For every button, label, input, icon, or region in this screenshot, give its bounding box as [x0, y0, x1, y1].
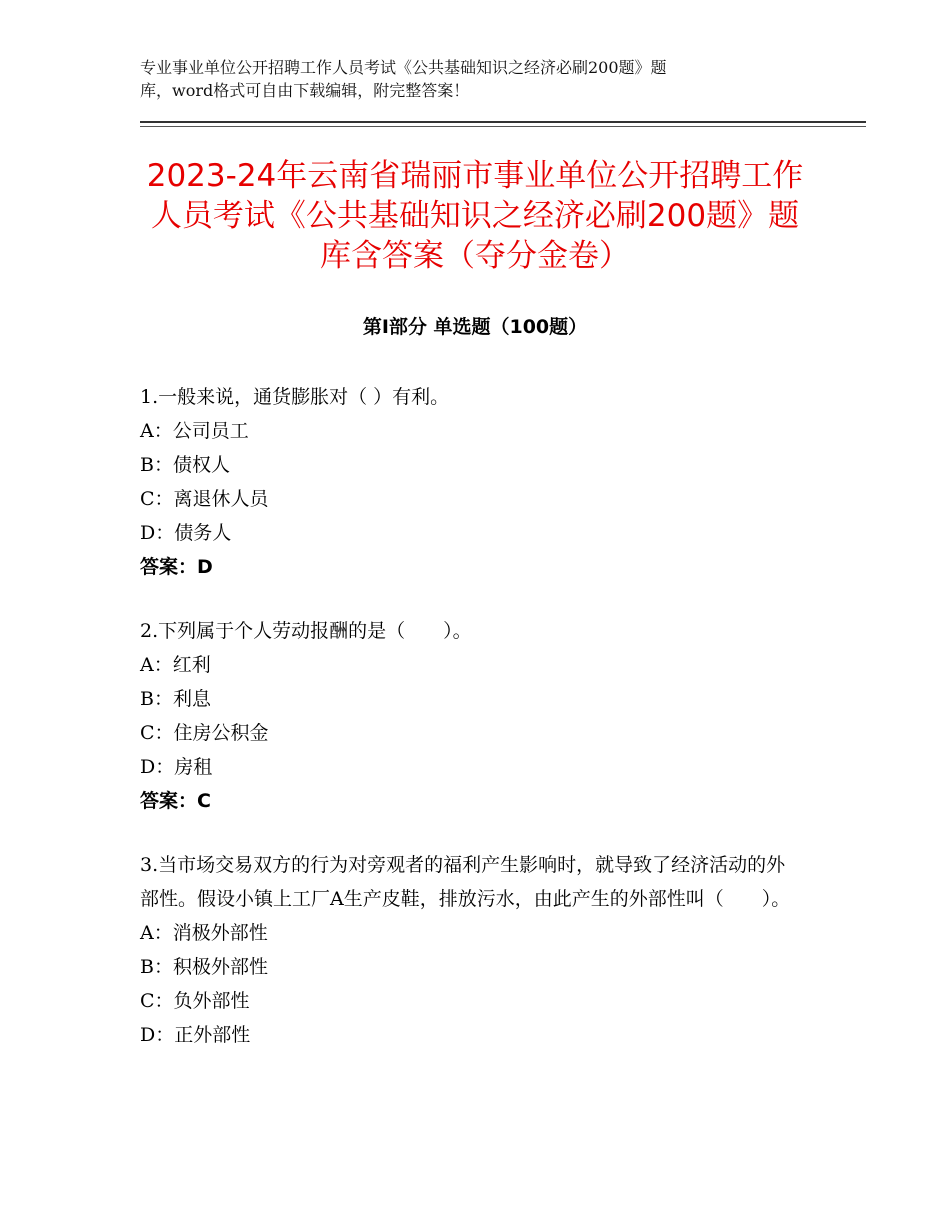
option-b: B：积极外部性 — [140, 956, 268, 978]
header-divider-thin — [140, 126, 866, 127]
question-2 — [140, 614, 800, 818]
answer-line: 答案：C — [140, 790, 211, 812]
option-d: D：正外部性 — [140, 1024, 251, 1046]
header-divider-thick — [140, 121, 866, 123]
option-c: C：住房公积金 — [140, 722, 269, 744]
question-1 — [140, 380, 800, 584]
option-d: D：房租 — [140, 756, 213, 778]
document-title: 2023-24年云南省瑞丽市事业单位公开招聘工作人员考试《公共基础知识之经济必刷200题》题库含答案（夺分金卷） — [146, 158, 804, 274]
section-title: 第Ⅰ部分 单选题（100题） — [362, 316, 588, 338]
question-stem: 3.当市场交易双方的行为对旁观者的福利产生影响时，就导致了经济活动的外部性。假设小镇上工厂A生产皮鞋，排放污水，由此产生的外部性叫（ ）。 — [140, 854, 791, 910]
header-note: 专业事业单位公开招聘工作人员考试《公共基础知识之经济必刷200题》题 库，word格式可自由下载编辑，附完整答案！ — [140, 58, 667, 100]
option-b: B：利息 — [140, 688, 211, 710]
option-a: A：公司员工 — [140, 420, 249, 442]
option-a: A：消极外部性 — [140, 922, 268, 944]
option-c: C：负外部性 — [140, 990, 250, 1012]
option-b: B：债权人 — [140, 454, 230, 476]
option-c: C：离退休人员 — [140, 488, 269, 510]
question-stem: 1.一般来说，通货膨胀对（ ）有利。 — [140, 386, 450, 408]
question-3 — [140, 848, 800, 1052]
question-list — [140, 380, 800, 1082]
option-a: A：红利 — [140, 654, 211, 676]
option-d: D：债务人 — [140, 522, 232, 544]
question-stem: 2.下列属于个人劳动报酬的是（ ）。 — [140, 620, 472, 642]
answer-line: 答案：D — [140, 556, 213, 578]
